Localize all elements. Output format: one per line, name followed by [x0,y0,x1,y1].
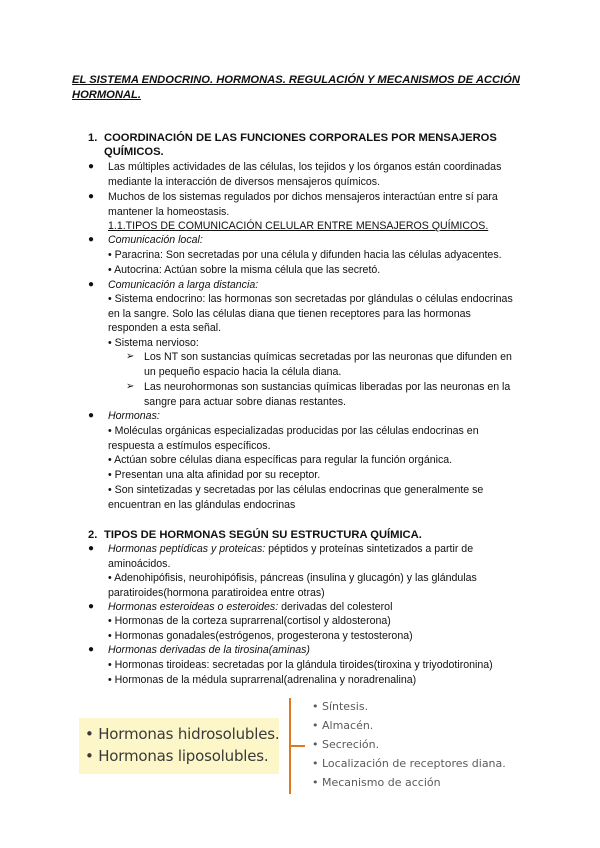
aspect-storage: • Almacén. [312,719,374,732]
section-2-number: 2. [88,529,98,541]
bullet-icon: ● [88,234,95,245]
s1-bullet-2-text: Muchos de los sistemas regulados por dichos mensajeros interactúan entre sí para mantener la homeostasis. [108,191,498,218]
tyrosine-example-1: • Hormonas tiroideas: secretadas por la glándula tiroides(tiroxina y triyodotironina) [108,659,493,671]
nervous-subitem-2-text: Las neurohormonas son sustancias químicas liberadas por las neuronas en la sangre para actuar sobre dianas restantes. [144,381,511,408]
section-1-heading [88,131,528,159]
aspect-mechanism: • Mecanismo de acción [312,776,441,789]
bullet-icon: ● [88,644,95,655]
section-2-heading [88,528,528,542]
nervous-subitem-1-text: Los NT son sustancias químicas secretadas por las neuronas que difunden en un pequeño espacio hacia la célula diana. [144,351,512,378]
section-1-heading-text: COORDINACIÓN DE LAS FUNCIONES CORPORALES POR MENSAJEROS QUÍMICOS. [104,132,497,158]
peptide-examples: • Adenohipófisis, neurohipófisis, páncreas (insulina y glucagón) y las glándulas paratiroides(hormona paratiroidea entre otras) [108,572,477,599]
peptide-text: péptidos y proteínas sintetizados a partir de aminoácidos. [108,543,474,570]
s1-bullet-1-text: Las múltiples actividades de las células, los tejidos y los órganos están coordinadas mediante la interacción de diversos mensajeros químicos. [108,161,502,188]
distance-communication-label: Comunicación a larga distancia: [108,279,259,291]
document-title: EL SISTEMA ENDOCRINO. HORMONAS. REGULACIÓN Y MECANISMOS DE ACCIÓN HORMONAL. [72,74,520,101]
subsection-1-1-heading: 1.1.TIPOS DE COMUNICACIÓN CELULAR ENTRE MENSAJEROS QUÍMICOS. [108,220,489,232]
aspect-list [312,697,506,792]
peptide-label: Hormonas peptídicas y proteicas: [108,543,266,555]
section-2-heading-text: TIPOS DE HORMONAS SEGÚN SU ESTRUCTURA QUÍMICA. [104,529,422,541]
steroid-example-1: • Hormonas de la corteza suprarrenal(cortisol y aldosterona) [108,615,391,627]
peptide-hormones [88,542,533,571]
tyrosine-hormones [88,643,533,658]
bracket-arm [289,745,305,747]
steroid-example-2: • Hormonas gonadales(estrógenos, progesterona y testosterona) [108,630,413,642]
local-paracrine: • Paracrina: Son secretadas por una célula y difunden hacia las células adyacentes. [108,249,502,261]
steroid-hormones [88,600,533,615]
endocrine-system-item: • Sistema endocrino: las hormonas son secretadas por glándulas o células endocrinas en la sangre. Solo las células diana que tienen receptores para las hormonas responden a esta señal. [108,293,513,335]
bullet-icon: ● [88,601,95,612]
hormones-point-3: • Presentan una alta afinidad por su receptor. [108,469,321,481]
nervous-subitem-2 [126,380,526,409]
nervous-system-item: • Sistema nervioso: [108,337,199,349]
arrow-bullet-icon: ➢ [126,381,135,392]
hormones-point-2: • Actúan sobre células diana específicas para regular la función orgánica. [108,454,453,466]
s1-bullet-1 [88,160,533,189]
bullet-icon: ● [88,191,95,202]
tyrosine-label: Hormonas derivadas de la tirosina(aminas) [108,644,310,656]
hormones-item [88,409,533,424]
steroid-text: derivadas del colesterol [278,601,393,613]
local-communication [88,233,533,248]
arrow-bullet-icon: ➢ [126,351,135,362]
nervous-subitem-1 [126,350,526,379]
bullet-icon: ● [88,279,95,290]
aspect-synthesis: • Síntesis. [312,700,369,713]
distance-communication [88,278,533,293]
aspect-secretion: • Secreción. [312,738,380,751]
hormones-label: Hormonas: [108,410,160,422]
steroid-label: Hormonas esteroideas o esteroides: [108,601,279,613]
aspect-receptor-location: • Localización de receptores diana. [312,757,506,770]
hormones-point-1: • Moléculas orgánicas especializadas producidas por las células endocrinas en respuesta a estímulos específicos. [108,425,479,452]
bullet-icon: ● [88,410,95,421]
local-autocrine: • Autocrina: Actúan sobre la misma célula que las secretó. [108,264,381,276]
bullet-icon: ● [88,543,95,554]
hormones-point-4: • Son sintetizadas y secretadas por las células endocrinas que generalmente se encuentran en las glándulas endocrinas [108,484,484,511]
tyrosine-example-2: • Hormonas de la médula suprarrenal(adrenalina y noradrenalina) [108,674,417,686]
bullet-icon: ● [88,161,95,172]
fat-soluble-hormones: • Hormonas liposolubles. [85,747,269,765]
s1-bullet-2 [88,190,533,219]
water-soluble-hormones: • Hormonas hidrosolubles. [85,725,280,743]
local-communication-label: Comunicación local: [108,234,203,246]
section-1-number: 1. [88,132,98,144]
